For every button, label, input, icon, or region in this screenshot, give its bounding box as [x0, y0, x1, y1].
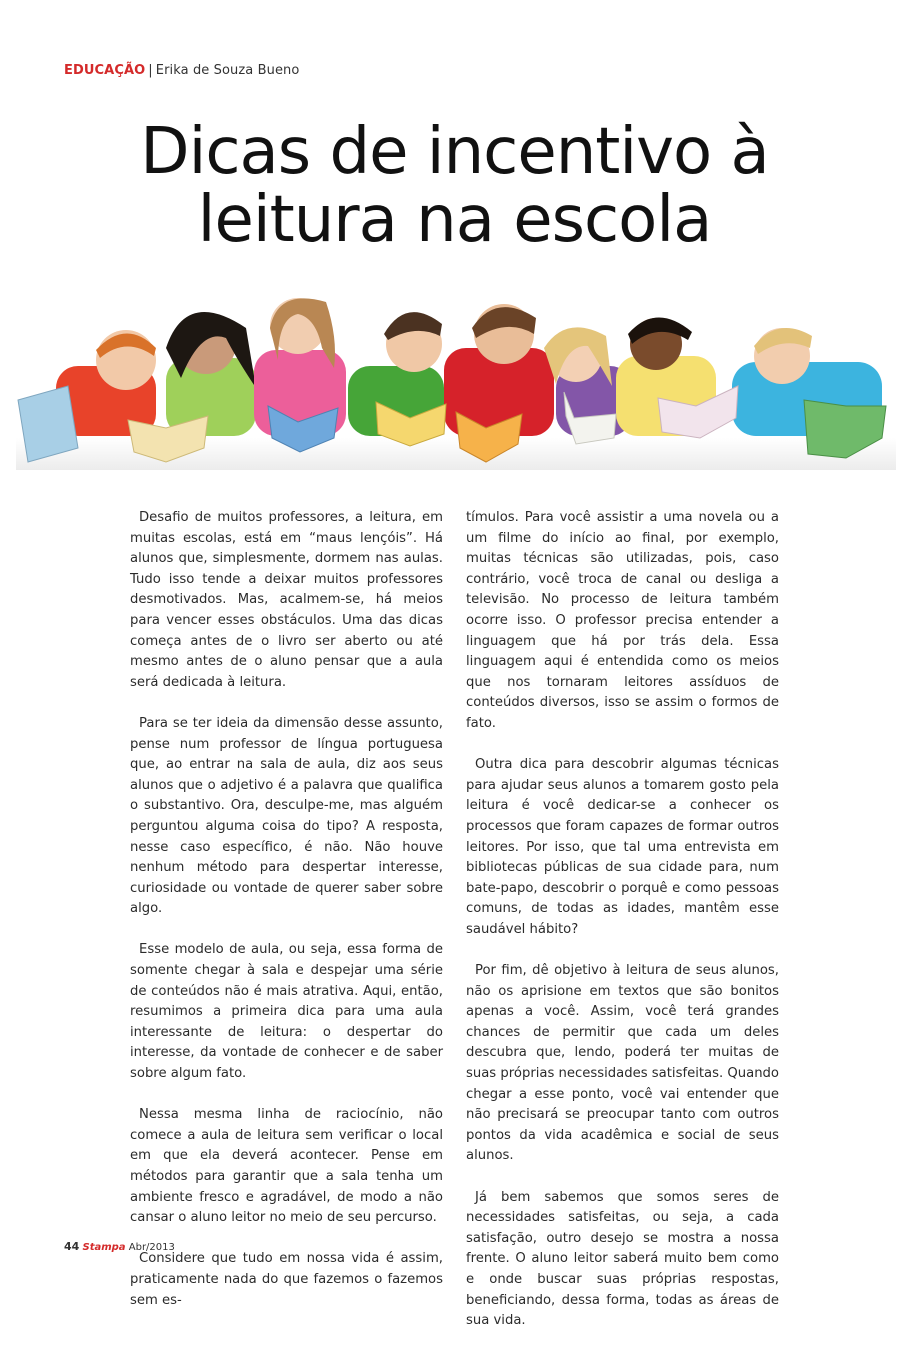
article-title	[0, 115, 909, 257]
header-separator: |	[148, 63, 153, 78]
paragraph: tímulos. Para você assistir a uma novela ou a um filme do início ao final, por exemplo, muitas técnicas são utilizadas, pois, caso contrário, você troca de canal ou desliga a televisão. No processo de leitura também ocorre isso. O professor precisa entender a linguagem que há por trás dela. Essa linguagem aqui é entendida como os meios que nos tornaram leitores assíduos de conteúdos diversos, isso se assim o formos de fato.	[466, 510, 779, 731]
paragraph: Considere que tudo em nossa vida é assim, praticamente nada do que fazemos o fazemos sem es-	[130, 1251, 443, 1308]
title-line-2: leitura na escola	[197, 183, 712, 257]
article-column-right	[466, 508, 779, 1352]
paragraph: Outra dica para descobrir algumas técnicas para ajudar seus alunos a tomarem gosto pela leitura é você dedicar-se a conhecer os processos que foram capazes de formar outros leitores. Por isso, que tal uma entrevista em bibliotecas públicas de sua cidade para, num bate-papo, descobrir o porquê e como pessoas comuns, de todas as idades, mantêm esse saudável hábito?	[466, 757, 779, 937]
title-line-1: Dicas de incentivo à	[140, 115, 769, 189]
paragraph: Para se ter ideia da dimensão desse assunto, pense num professor de língua portuguesa que, ao entrar na sala de aula, diz aos seus alunos que o adjetivo é a palavra que qualifica o substantivo. Ora, desculpe-me, mas alguém perguntou alguma coisa do tipo? A resposta, nesse caso específico, é não. Não houve nenhum método para despertar interesse, curiosidade ou vontade de querer saber sobre algo.	[130, 715, 443, 917]
article-column-left	[130, 508, 443, 1332]
children-reading-photo	[16, 288, 896, 470]
paragraph: Por fim, dê objetivo à leitura de seus alunos, não os aprisione em textos que são bonitos apenas a você. Assim, você terá grandes chances de permitir que cada um deles descubra que, lendo, poderá ter muitas de suas próprias necessidades satisfeitas. Quando chegar a esse ponto, você vai entender que não precisará se preocupar tanto com outros pontos da vida acadêmica e social de seus alunos.	[466, 963, 779, 1164]
magazine-name: Stampa	[82, 1242, 126, 1253]
section-label: EDUCAÇÃO	[64, 63, 146, 78]
page-number: 44	[64, 1240, 80, 1253]
child-figure	[166, 312, 256, 436]
paragraph: Esse modelo de aula, ou seja, essa forma de somente chegar à sala e despejar uma série de conteúdos não é mais atrativa. Aqui, então, resumimos a primeira dica para uma aula interessante de leitura: o despertar do interesse, da vontade de conhecer e de saber sobre algum fato.	[130, 942, 443, 1082]
book	[18, 386, 78, 462]
paragraph: Já bem sabemos que somos seres de necessidades satisfeitas, ou seja, a cada satisfação, outro desejo se mostra a nossa frente. O aluno leitor saberá muito bem como e onde buscar suas próprias respostas, beneficiando, dessa forma, todas as áreas de sua vida.	[466, 1189, 779, 1329]
paragraph: Nessa mesma linha de raciocínio, não comece a aula de leitura sem verificar o local em que ela deverá acontecer. Pense em métodos para garantir que a sala tenha um ambiente fresco e agradável, de modo a não cansar o aluno leitor no meio de seu percurso.	[130, 1107, 443, 1226]
author-name: Erika de Souza Bueno	[155, 63, 300, 78]
section-header	[64, 63, 299, 78]
paragraph: Desafio de muitos professores, a leitura, em muitas escolas, está em “maus lençóis”. Há alunos que, simplesmente, dormem nas aulas. Tudo isso tende a deixar muitos professores desmotivados. Mas, acalmem-se, há meios para vencer esses obstáculos. Uma das dicas começa antes de o livro ser aberto ou até mesmo antes de o aluno pensar que a aula será dedicada à leitura.	[130, 510, 443, 690]
page-footer	[64, 1240, 175, 1253]
issue-date: Abr/2013	[128, 1242, 175, 1253]
